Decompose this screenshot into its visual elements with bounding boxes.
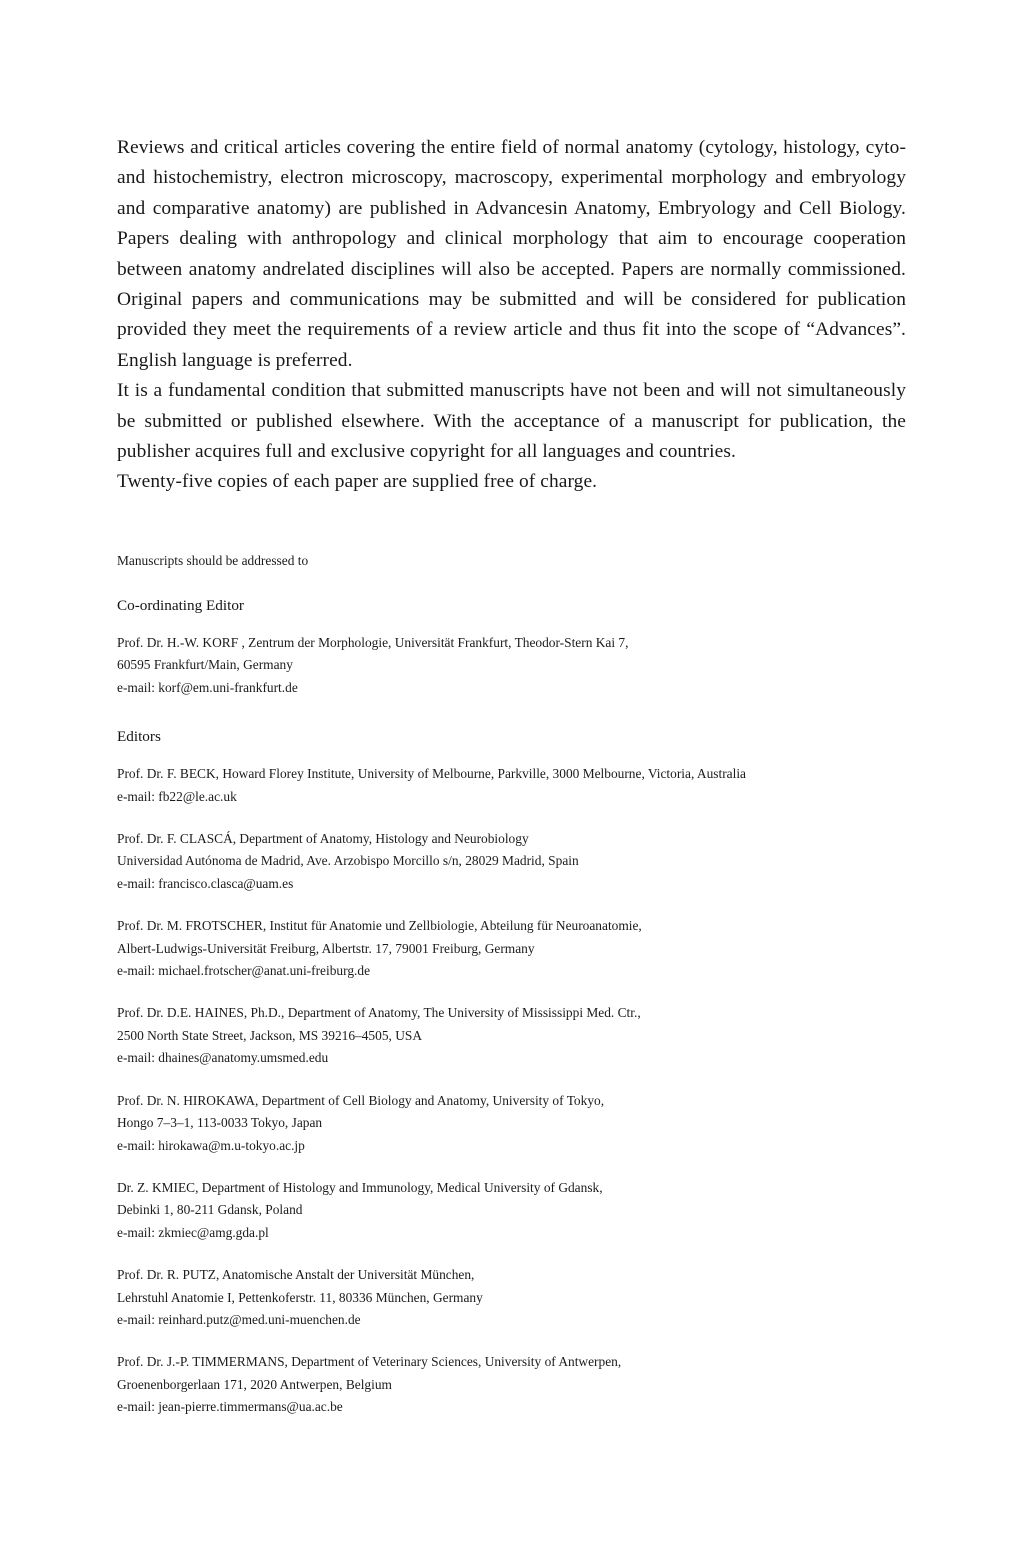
heading-editors: Editors [117,728,161,746]
editor-entry-timmermans [117,1351,917,1418]
editor-address-line: Albert-Ludwigs-Universität Freiburg, Albertstr. 17, 79001 Freiburg, Germany [117,940,535,956]
editor-email-line[interactable]: e-mail: korf@em.uni-frankfurt.de [117,679,298,695]
editor-address-line: Debinki 1, 80-211 Gdansk, Poland [117,1202,303,1218]
spacer [117,616,917,632]
editor-affiliation-line: Prof. Dr. F. CLASCÁ, Department of Anatomy, Histology and Neurobiology [117,831,529,847]
editor-email-line[interactable]: e-mail: reinhard.putz@med.uni-muenchen.de [117,1311,361,1327]
editor-entry-korf [117,632,917,699]
policy-paragraph-copyright: It is a fundamental condition that submitted manuscripts have not been and will not simultaneously be submitted or published elsewhere. With the acceptance of a manuscript for publication, the publisher acquires full and exclusive copyright for all languages and countries. [117,380,906,463]
editor-email-line[interactable]: e-mail: francisco.clasca@uam.es [117,875,294,891]
editor-email-line[interactable]: e-mail: dhaines@anatomy.umsmed.edu [117,1050,329,1066]
spacer [117,895,917,915]
editor-affiliation-line: Prof. Dr. H.-W. KORF , Zentrum der Morphologie, Universität Frankfurt, Theodor-Stern Kai 7, [117,635,629,650]
editor-affiliation-line: Prof. Dr. N. HIROKAWA, Department of Cell Biology and Anatomy, University of Tokyo, [117,1092,605,1108]
editor-entry-haines [117,1002,917,1069]
editor-entry-frotscher [117,915,917,982]
editor-affiliation-line: Prof. Dr. M. FROTSCHER, Institut für Anatomie und Zellbiologie, Abteilung für Neuroanatomie, [117,918,642,934]
spacer [117,1070,917,1090]
spacer [117,1331,917,1351]
manuscripts-lead-note: Manuscripts should be addressed to [117,553,309,568]
editor-entry-putz [117,1264,917,1331]
editor-address-line: Universidad Autónoma de Madrid, Ave. Arzobispo Morcillo s/n, 28029 Madrid, Spain [117,853,579,869]
editor-address-line: Lehrstuhl Anatomie I, Pettenkoferstr. 11, 80336 München, Germany [117,1289,483,1305]
editor-email-line[interactable]: e-mail: zkmiec@amg.gda.pl [117,1224,269,1240]
spacer [117,982,917,1002]
editor-entry-beck [117,763,917,808]
editorial-contact-block [117,551,917,1419]
editor-affiliation-line: Prof. Dr. D.E. HAINES, Ph.D., Department of Anatomy, The University of Mississippi Med. Ctr., [117,1005,641,1021]
editor-email-line[interactable]: e-mail: michael.frotscher@anat.uni-freiburg.de [117,963,371,979]
policy-paragraph-offprints: Twenty-five copies of each paper are supplied free of charge. [117,471,598,493]
editor-entry-kmiec [117,1177,917,1244]
editor-affiliation-line: Prof. Dr. R. PUTZ, Anatomische Anstalt der Universität München, [117,1267,475,1283]
editor-affiliation-line: Prof. Dr. J.-P. TIMMERMANS, Department of Veterinary Sciences, University of Antwerpen, [117,1354,622,1370]
spacer [117,1157,917,1177]
editor-address-line: 2500 North State Street, Jackson, MS 39216–4505, USA [117,1027,422,1043]
editor-email-line[interactable]: e-mail: fb22@le.ac.uk [117,788,237,804]
editor-address-line: Groenenborgerlaan 171, 2020 Antwerpen, Belgium [117,1376,392,1392]
editor-address-line: Hongo 7–3–1, 113-0033 Tokyo, Japan [117,1115,323,1131]
heading-coordinating-editor: Co-ordinating Editor [117,597,244,614]
policy-paragraph-scope: Reviews and critical articles covering the entire field of normal anatomy (cytology, histology, cyto- and histochemistry, electron microscopy, macroscopy, experimental morphology and embryology and comparative anatomy) are published in Advancesin Anatomy, Embryology and Cell Biology. Papers dealing with anthropology and clinical morphology that aim to encourage cooperation between anatomy andrelated disciplines will also be accepted. Papers are normally commissioned. Original papers and communications may be submitted and will be considered for publication provided they meet the requirements of a review article and thus fit into the scope of “Advances”. English language is preferred. [117,137,906,371]
spacer [117,1244,917,1264]
spacer [117,699,917,726]
editor-affiliation-line: Dr. Z. KMIEC, Department of Histology and Immunology, Medical University of Gdansk, [117,1179,603,1195]
editor-address-line: 60595 Frankfurt/Main, Germany [117,657,293,673]
spacer [117,571,917,595]
editor-affiliation-line: Prof. Dr. F. BECK, Howard Florey Institute, University of Melbourne, Parkville, 3000 Melbourne, Victoria, Australia [117,766,747,782]
editor-entry-hirokawa [117,1090,917,1157]
spacer [117,747,917,763]
editorial-policy-block [117,133,906,498]
editor-entry-clasca [117,828,917,895]
spacer [117,808,917,828]
editor-email-line[interactable]: e-mail: hirokawa@m.u-tokyo.ac.jp [117,1137,305,1153]
editor-email-line[interactable]: e-mail: jean-pierre.timmermans@ua.ac.be [117,1399,343,1415]
editors-list [117,763,917,1418]
